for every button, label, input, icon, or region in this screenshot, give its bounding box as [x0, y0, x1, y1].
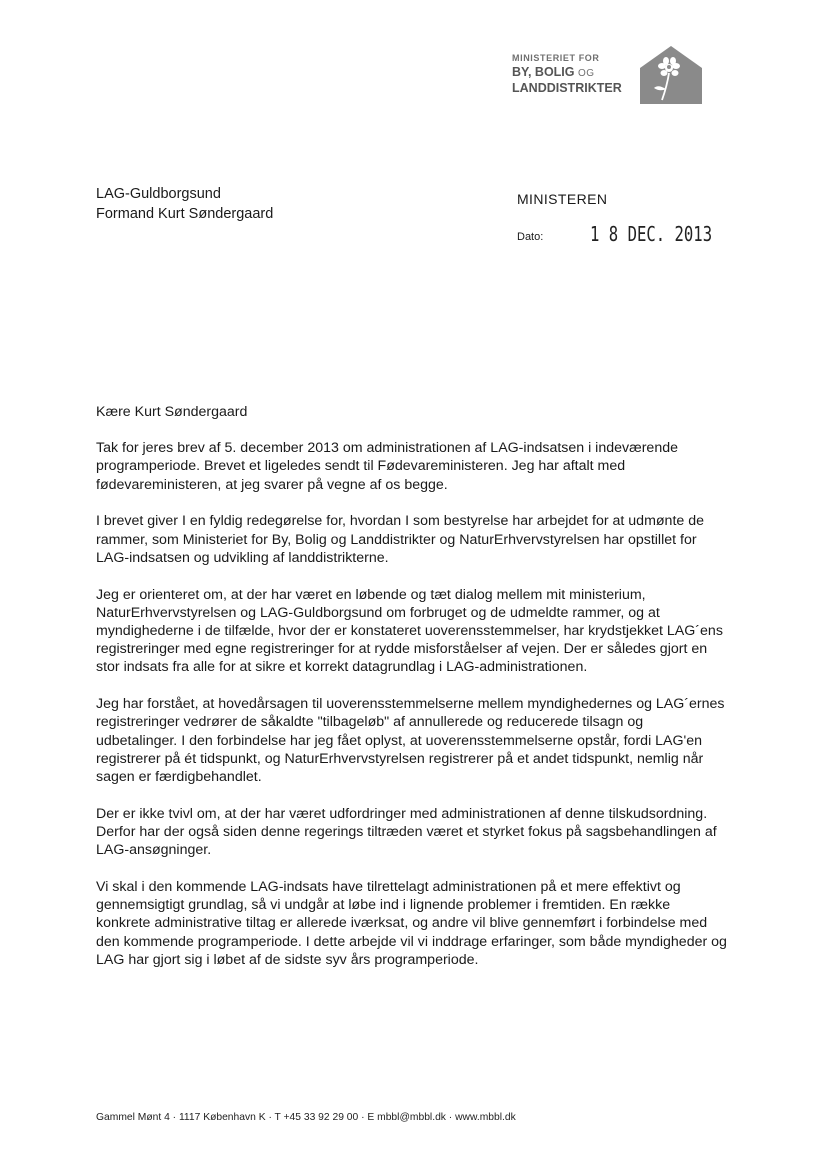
paragraph-2: I brevet giver I en fyldig redegørelse for, hvordan I som bestyrelse har arbejdet for at udmønte de rammer, som Ministeriet for By, Bolig og Landdistrikter og NaturErhvervstyrelsen har opstillet for LAG-indsatsen og udvikling af landdistrikterne. — [96, 513, 705, 566]
recipient-line1: LAG-Guldborgsund — [96, 186, 221, 202]
footer-contact: Gammel Mønt 4 · 1117 København K · T +45 33 92 29 00 · E mbbl@mbbl.dk · www.mbbl.dk — [96, 1112, 516, 1123]
logo-line2 — [512, 66, 640, 79]
salutation: Kære Kurt Søndergaard — [96, 404, 248, 420]
paragraph-3: Jeg er orienteret om, at der har været en løbende og tæt dialog mellem mit ministerium, NaturErhvervstyrelsen og LAG-Guldborgsund om forbruget og de udmeldte rammer, og at myndighederne i de tilfælde, hvor der er konstateret uoverensstemmelser, har krydstjekket LAG´ens registreringer med egne registreringer for at rydde misforståelser af vejen. Der er således gjort en stor indsats fra alle for at sikre et korrekt datagrundlag i LAG-administrationen. — [96, 586, 723, 676]
date-label: Dato: — [517, 231, 544, 243]
paragraph-5: Der er ikke tvivl om, at der har været udfordringer med administrationen af denne tilskudsordning. Derfor har der også siden denne regerings tiltræden været et styrket fokus på sagsbehandlingen af LAG-ansøgninger. — [96, 805, 717, 859]
recipient-line2: Formand Kurt Søndergaard — [96, 206, 274, 222]
logo-line1: MINISTERIET FOR — [512, 53, 600, 63]
logo-line2-og: OG — [578, 68, 595, 79]
recipient-address — [96, 184, 273, 224]
logo-line2-main: BY, BOLIG — [512, 65, 575, 79]
house-flower-icon — [640, 44, 702, 104]
date-stamp: 1 8 DEC. 2013 — [590, 222, 713, 246]
logo-text — [512, 54, 640, 95]
ministry-logo — [512, 44, 702, 104]
paragraph-6: Vi skal i den kommende LAG-indsats have tilrettelagt administrationen på et mere effektivt og gennemsigtigt grundlag, så vi undgår at løbe ind i lignende problemer i fremtiden. En række konkrete administrative tiltag er allerede iværksat, og andre vil blive gennemført i forbindelse med den kommende programperiode. I dette arbejde vil vi inddrage erfaringer, som både myndigheder og LAG har gjort sig i løbet af de sidste syv års programperiode. — [96, 879, 727, 968]
paragraph-1: Tak for jeres brev af 5. december 2013 om administrationen af LAG-indsatsen i indeværende programperiode. Brevet et ligeledes sendt til Fødevareministeren. Jeg har aftalt med fødevareministeren, at jeg svarer på vegne af os begge. — [96, 440, 678, 493]
logo-line3: LANDDISTRIKTER — [512, 81, 622, 95]
letter-body — [96, 403, 728, 988]
sender-title: MINISTEREN — [517, 191, 608, 207]
paragraph-4: Jeg har forstået, at hovedårsagen til uoverensstemmelserne mellem myndighedernes og LAG´ernes registreringer vedrører de såkaldte "tilbageløb" af annullerede og reducerede tilsagn og udbetalinger. I den forbindelse har jeg fået oplyst, at uoverensstemmelserne opstår, fordi LAG'en registrerer på ét tidspunkt, og NaturErhvervstyrelsen registrerer på et andet tidspunkt, nemlig når sagen er færdigbehandlet. — [96, 696, 725, 786]
